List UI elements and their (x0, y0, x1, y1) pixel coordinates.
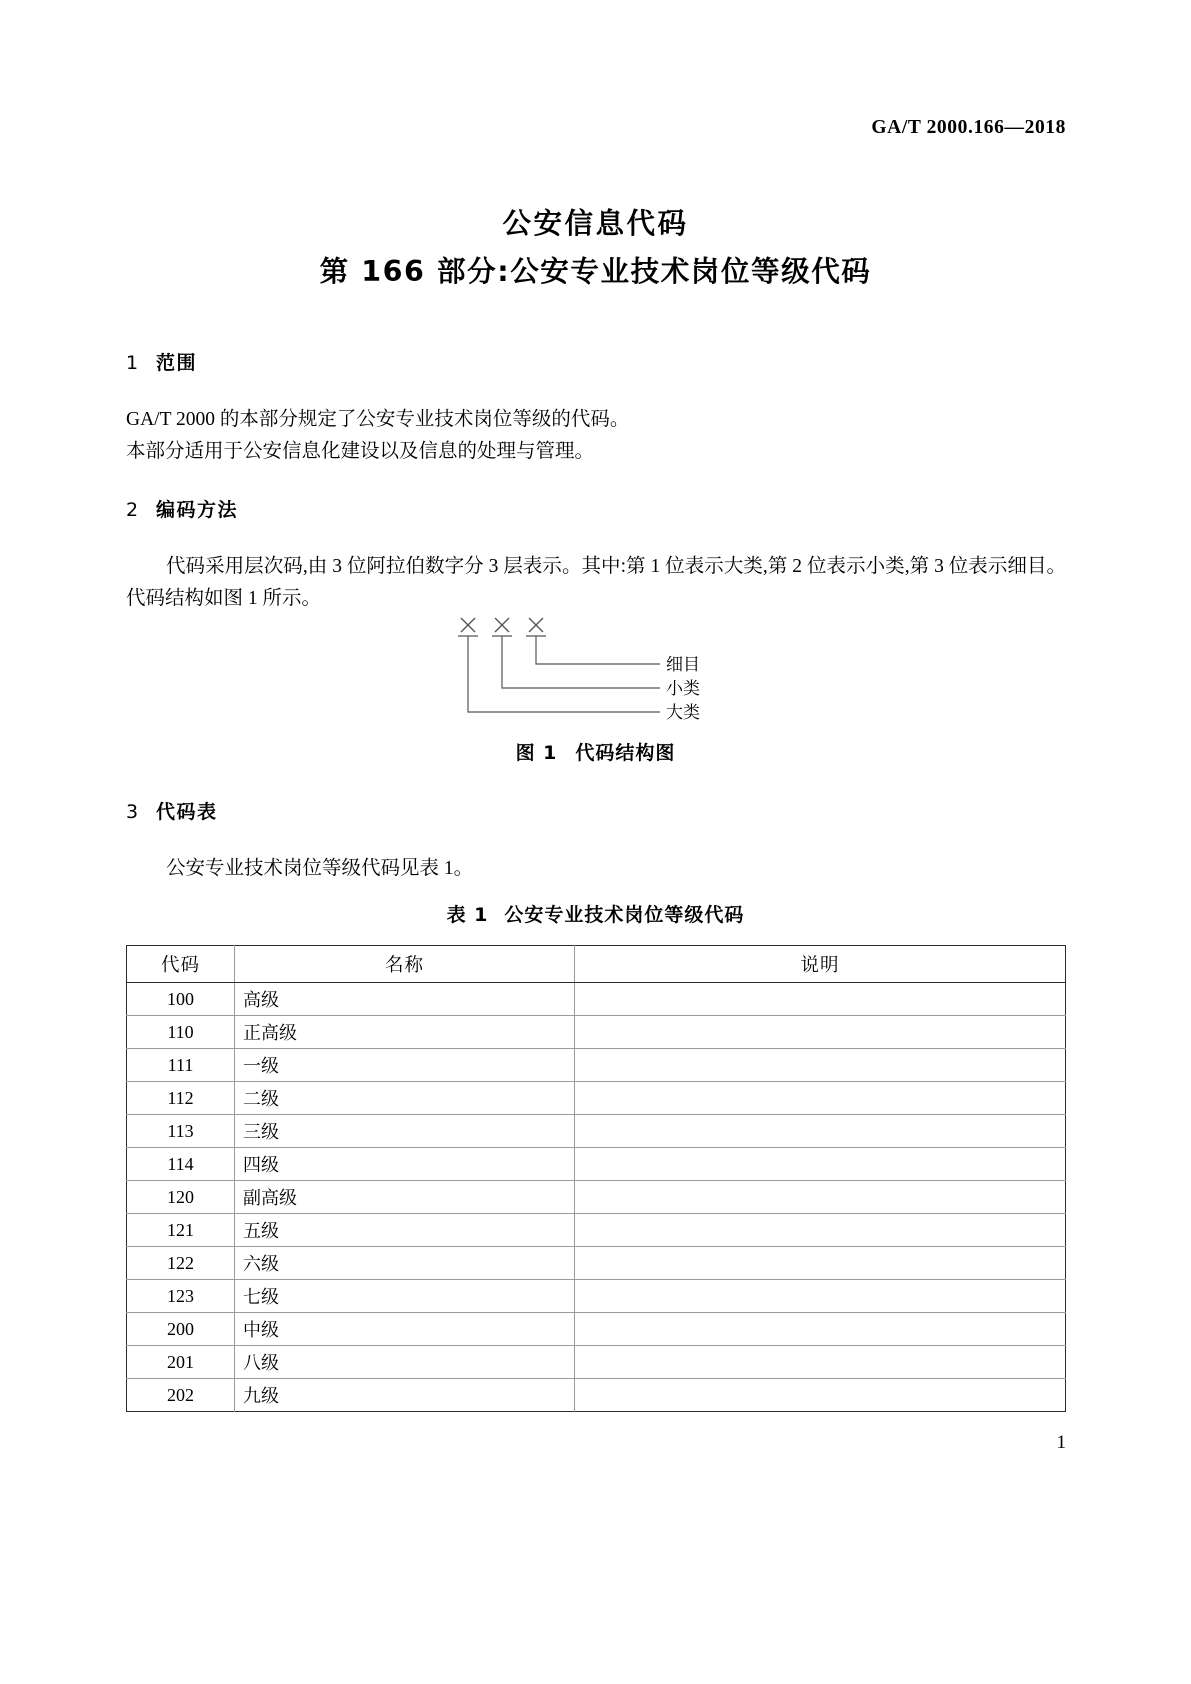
scope-paragraph-2: 本部分适用于公安信息化建设以及信息的处理与管理。 (126, 441, 595, 462)
figure-1-caption (0, 738, 1191, 765)
figure-1-label: 图 1 (515, 742, 558, 764)
code-table-intro-paragraph: 公安专业技术岗位等级代码见表 1。 (166, 858, 474, 879)
table-row (127, 1181, 1066, 1214)
table-row (127, 983, 1066, 1016)
table-row (127, 1313, 1066, 1346)
cell-code: 100 (127, 983, 235, 1016)
table-row (127, 1082, 1066, 1115)
cell-name: 六级 (235, 1247, 575, 1280)
cell-description (575, 1049, 1066, 1082)
code-structure-diagram (455, 612, 745, 727)
clause-number-3: 3 (126, 801, 139, 823)
clause-heading-2 (126, 495, 238, 522)
x-marks (461, 618, 543, 632)
cell-code: 110 (127, 1016, 235, 1049)
cell-code: 202 (127, 1379, 235, 1412)
title-line-2: 第 166 部分:公安专业技术岗位等级代码 (319, 255, 872, 288)
clause-number-1: 1 (126, 352, 139, 374)
cell-name: 中级 (235, 1313, 575, 1346)
table-1-title: 公安专业技术岗位等级代码 (504, 904, 745, 926)
table-row (127, 1379, 1066, 1412)
cell-description (575, 1148, 1066, 1181)
cell-description (575, 1082, 1066, 1115)
cell-code: 120 (127, 1181, 235, 1214)
cell-name: 七级 (235, 1280, 575, 1313)
figure-1-title: 代码结构图 (575, 742, 676, 764)
figure-label-xiaolei: 小类 (666, 679, 700, 698)
code-structure-svg (455, 612, 745, 727)
cell-code: 113 (127, 1115, 235, 1148)
clause-number-2: 2 (126, 499, 139, 521)
table-row (127, 1016, 1066, 1049)
cell-description (575, 1247, 1066, 1280)
table-1-caption (0, 900, 1191, 927)
figure-label-xim: 细目 (666, 655, 700, 674)
table-header-row (127, 946, 1066, 983)
table-row (127, 1148, 1066, 1181)
cell-code: 121 (127, 1214, 235, 1247)
cell-description (575, 983, 1066, 1016)
cell-description (575, 1379, 1066, 1412)
cell-name: 九级 (235, 1379, 575, 1412)
clause-title-3: 代码表 (156, 801, 218, 823)
cell-name: 一级 (235, 1049, 575, 1082)
code-table (126, 945, 1066, 1412)
cell-name: 八级 (235, 1346, 575, 1379)
cell-description (575, 1181, 1066, 1214)
document-title (0, 204, 1191, 292)
cell-code: 123 (127, 1280, 235, 1313)
cell-name: 副高级 (235, 1181, 575, 1214)
table-row (127, 1115, 1066, 1148)
column-header-code: 代码 (127, 946, 235, 983)
clause-heading-3 (126, 797, 218, 824)
cell-code: 114 (127, 1148, 235, 1181)
table-row (127, 1280, 1066, 1313)
cell-description (575, 1346, 1066, 1379)
table-row (127, 1214, 1066, 1247)
cell-code: 200 (127, 1313, 235, 1346)
cell-description (575, 1115, 1066, 1148)
column-header-name: 名称 (235, 946, 575, 983)
cell-description (575, 1313, 1066, 1346)
figure-label-dalei: 大类 (666, 703, 700, 722)
code-table-head (127, 946, 1066, 983)
code-table-body (127, 983, 1066, 1412)
cell-description (575, 1214, 1066, 1247)
cell-description (575, 1280, 1066, 1313)
cell-name: 四级 (235, 1148, 575, 1181)
clause-title-1: 范围 (156, 352, 198, 374)
column-header-desc: 说明 (575, 946, 1066, 983)
table-1-label: 表 1 (446, 904, 489, 926)
cell-code: 122 (127, 1247, 235, 1280)
cell-code: 201 (127, 1346, 235, 1379)
leader-lines (468, 636, 660, 712)
table-row (127, 1346, 1066, 1379)
cell-name: 五级 (235, 1214, 575, 1247)
cell-name: 正高级 (235, 1016, 575, 1049)
cell-name: 三级 (235, 1115, 575, 1148)
cell-code: 112 (127, 1082, 235, 1115)
cell-name: 高级 (235, 983, 575, 1016)
cell-name: 二级 (235, 1082, 575, 1115)
clause-heading-1 (126, 348, 197, 375)
scope-paragraph-1: GA/T 2000 的本部分规定了公安专业技术岗位等级的代码。 (126, 409, 630, 430)
coding-method-paragraph: 代码采用层次码,由 3 位阿拉伯数字分 3 层表示。其中:第 1 位表示大类,第 2 位表示小类,第 3 位表示细目。代码结构如图 1 所示。 (126, 556, 1066, 609)
clause-title-2: 编码方法 (156, 499, 239, 521)
standard-number-header: GA/T 2000.166—2018 (871, 117, 1066, 138)
table-row (127, 1247, 1066, 1280)
cell-description (575, 1016, 1066, 1049)
page-number: 1 (1056, 1432, 1066, 1453)
table-row (127, 1049, 1066, 1082)
cell-code: 111 (127, 1049, 235, 1082)
title-line-1: 公安信息代码 (502, 207, 689, 240)
